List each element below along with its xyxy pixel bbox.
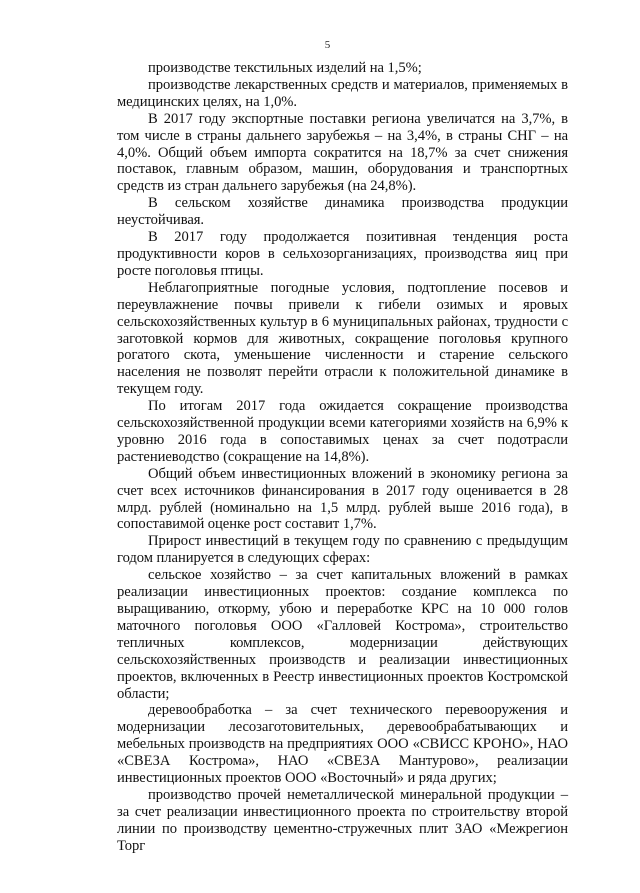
paragraph-woodworking-investment: деревообработка – за счет технического перевооружения и модернизации лесозаготовительных, деревообрабатывающих и мебельных производств на предприятиях ООО «СВИСС КРОНО», НАО «СВЕЗА Кострома», НАО «СВЕЗА Мантурово», реализации инвестиционных проектов ООО «Восточный» и ряда других;	[117, 702, 568, 787]
paragraph-investment-volume: Общий объем инвестиционных вложений в экономику региона за счет всех источников финансирования в 2017 году оценивается в 28 млрд. рублей (номинально на 1,5 млрд. рублей выше 2016 года), в сопоставимой оценке рост составит 1,7%.	[117, 465, 568, 533]
paragraph-weather-conditions: Неблагоприятные погодные условия, подтопление посевов и переувлажнение почвы привели к гибели озимых и яровых сельскохозяйственных культур в 6 муниципальных районах, трудности с заготовкой кормов для животных, сокращение поголовья крупного рогатого скота, уменьшение численности и старение сельского населения не позволят перейти отрасли к положительной динамике в текущем году.	[117, 279, 568, 398]
paragraph-mineral-products: производство прочей неметаллической минеральной продукции – за счет реализации инвестиционного проекта по строительству второй линии по производству цементно-стружечных плит ЗАО «Межрегион Торг	[117, 786, 568, 854]
paragraph-productivity-trend: В 2017 году продолжается позитивная тенденция роста продуктивности коров в сельхозорганизациях, производства яиц при росте поголовья птицы.	[117, 229, 568, 279]
paragraph-investment-growth: Прирост инвестиций в текущем году по сравнению с предыдущим годом планируется в следующих сферах:	[117, 533, 568, 567]
paragraph-pharma: производстве лекарственных средств и материалов, применяемых в медицинских целях, на 1,0%.	[117, 76, 568, 110]
document-body	[117, 60, 568, 855]
paragraph-agriculture-investment: сельское хозяйство – за счет капитальных вложений в рамках реализации инвестиционных проектов: создание комплекса по выращиванию, откорму, убою и переработке КРС на 10 000 голов маточного поголовья ООО «Галловей Кострома», строительство тепличных комплексов, модернизации действующих сельскохозяйственных производств и реализации инвестиционных проектов, включенных в Реестр инвестиционных проектов Костромской области;	[117, 567, 568, 702]
paragraph-textile: производстве текстильных изделий на 1,5%;	[148, 60, 422, 76]
paragraph-agri-output: По итогам 2017 года ожидается сокращение производства сельскохозяйственной продукции всеми категориями хозяйств на 6,9% к уровню 2016 года в сопоставимых ценах за счет подотрасли растениеводство (сокращение на 14,8%).	[117, 398, 568, 465]
page-number: 5	[324, 39, 331, 51]
paragraph-agriculture-dynamics: В сельском хозяйстве динамика производства продукции неустойчивая.	[117, 195, 568, 229]
paragraph-export-import: В 2017 году экспортные поставки региона увеличатся на 3,7%, в том числе в страны дальнего зарубежья – на 3,4%, в страны СНГ – на 4,0%. Общий объем импорта сократится на 18,7% за счет снижения поставок, главным образом, машин, оборудования и транспортных средств из стран дальнего зарубежья (на 24,8%).	[117, 110, 568, 195]
